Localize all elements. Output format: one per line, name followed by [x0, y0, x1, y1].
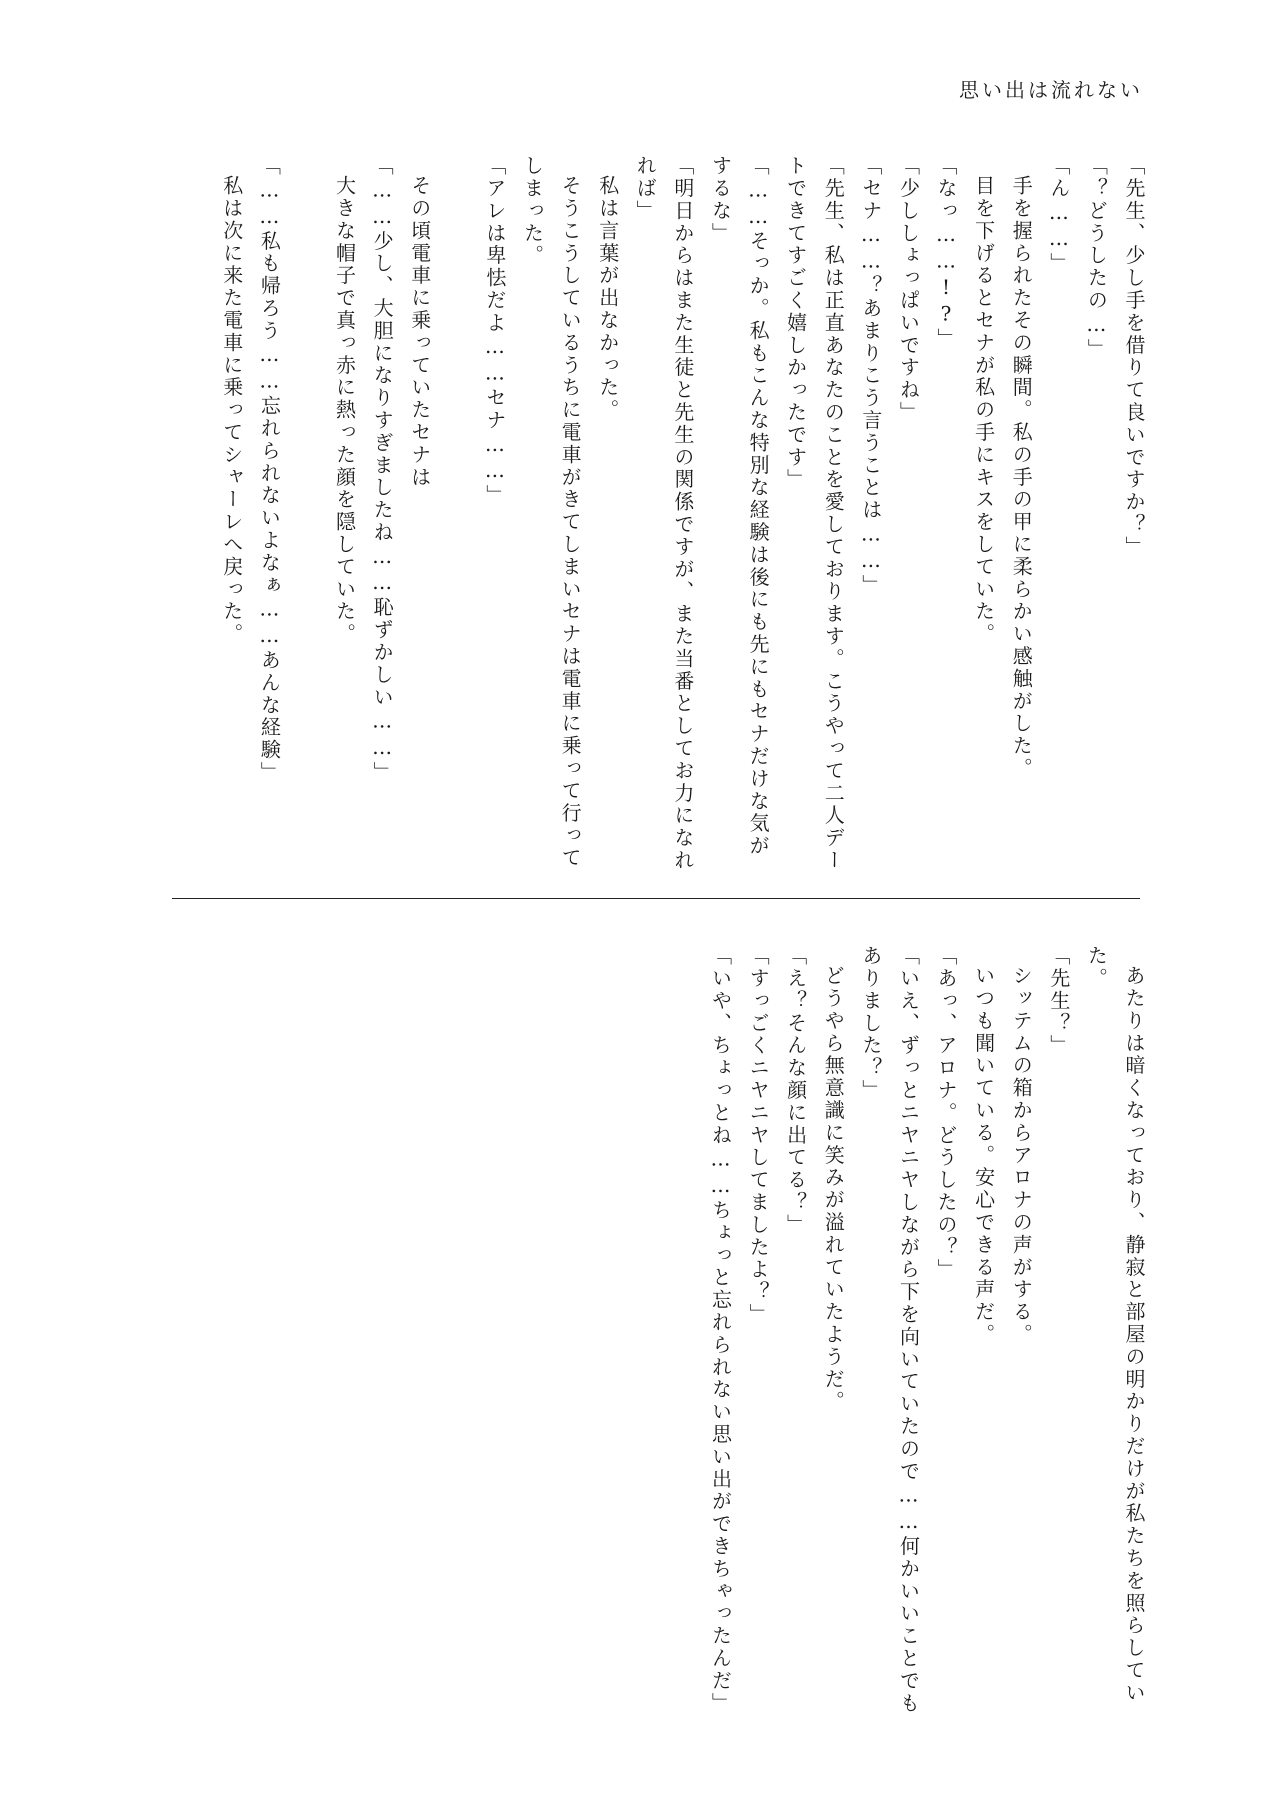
paragraph: いつも聞いている。安心できる声だ。 [971, 965, 996, 1346]
paragraph: 「セナ……？あまりこう言うことは……」 [858, 155, 883, 597]
paragraph: 「すっごくニヤニヤしてましたよ？」 [746, 945, 771, 1326]
paragraph: 私は言葉が出なかった。 [595, 175, 620, 422]
paragraph: そうこうしているうちに電車がきてしまいセナは電車に乗って行ってしまった。 [520, 155, 583, 870]
paragraph: あたりは暗くなっており、静寂と部屋の明かりだけが私たちを照らしていた。 [1084, 945, 1146, 1705]
paragraph: 大きな帽子で真っ赤に熱った顔を隠していた。 [332, 175, 357, 646]
paragraph: 手を握られたその瞬間。私の手の甲に柔らかい感触がした。 [1009, 175, 1034, 780]
paragraph: 「アレは卑怯だよ……セナ……」 [482, 155, 507, 507]
paragraph: 「なっ……!?」 [934, 155, 959, 351]
paragraph: 「……そっか。私もこんな特別な経験は後にも先にもセナだけな気がするな」 [708, 155, 771, 858]
paragraph [438, 155, 476, 875]
paragraph: 「……私も帰ろう……忘れられないよなぁ……あんな経験」 [257, 155, 282, 784]
paragraph: 「先生、私は正直あなたのことを愛しております。こうやって二人デートできてすごく嬉しかったです」 [783, 155, 846, 872]
paragraph: 「ん……」 [1046, 155, 1071, 275]
paragraph: 「明日からはまた生徒と先生の関係ですが、また当番としてお力になれれば」 [633, 155, 695, 872]
paragraph: 「？どうしたの…」 [1084, 155, 1109, 361]
paragraph: 「いや、ちょっとね……ちょっと忘れられない思い出ができちゃったんだ」 [708, 945, 733, 1715]
section-divider [172, 898, 1140, 899]
paragraph: 「先生？」 [1046, 945, 1071, 1057]
paragraph: 「あっ、アロナ。どうしたの？」 [934, 945, 959, 1281]
paragraph: 目を下げるとセナが私の手にキスをしていた。 [971, 175, 996, 646]
paragraph: その頃電車に乗っていたセナは [407, 175, 432, 489]
lower-text-block [152, 945, 1152, 1725]
paragraph: 「いえ、ずっとニヤニヤしながら下を向いていたので……何かいいことでもありました？」 [858, 945, 921, 1715]
paragraph: 「……少し、大胆になりすぎましたね……恥ずかしい……」 [370, 155, 395, 784]
paragraph: どうやら無意識に笑みが溢れていたようだ。 [821, 965, 846, 1413]
paragraph: 私は次に来た電車に乗ってシャーレへ戻った。 [219, 175, 244, 646]
page-header-title: 思い出は流れない [959, 78, 1143, 102]
paragraph: 「え？そんな顔に出てる？」 [783, 945, 808, 1237]
paragraph: シッテムの箱からアロナの声がする。 [1009, 965, 1034, 1346]
paragraph [287, 155, 325, 875]
paragraph: 「少ししょっぱいですね」 [896, 155, 921, 424]
upper-text-block [152, 155, 1152, 875]
paragraph: 「先生、少し手を借りて良いですか？」 [1122, 155, 1146, 559]
